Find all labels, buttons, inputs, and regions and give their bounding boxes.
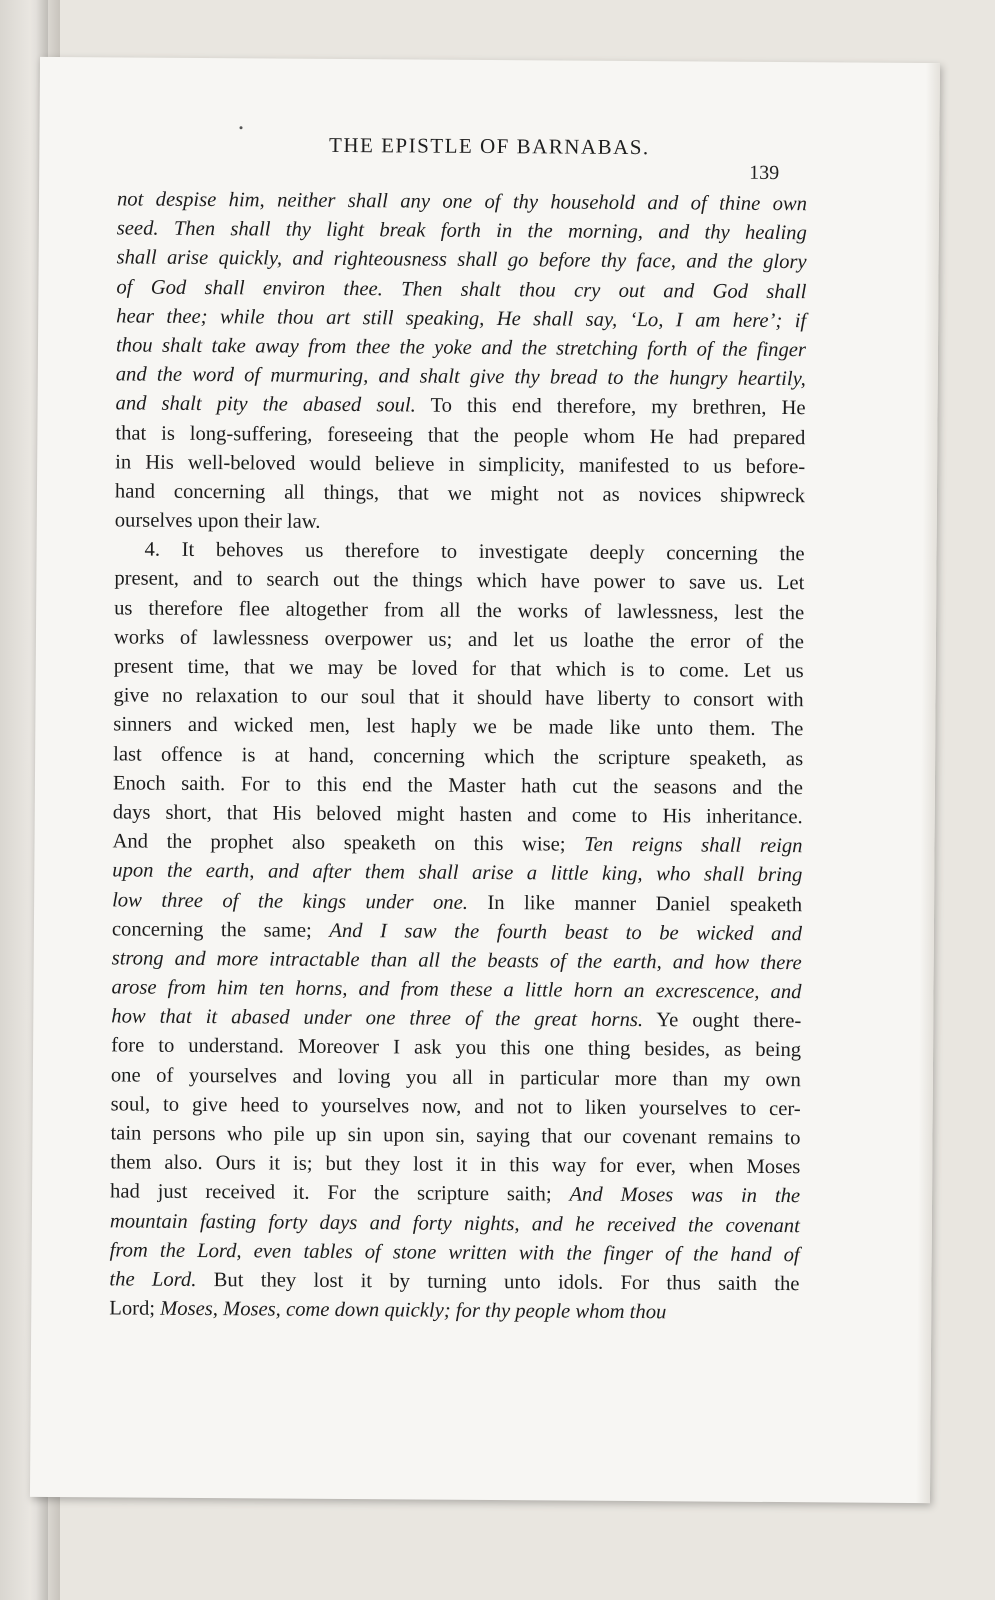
text-run: To this end therefore, my brethren, He xyxy=(415,394,806,420)
text-line xyxy=(116,331,806,365)
text-run: hand concerning all things, that we might not as novices shipwreck xyxy=(114,480,806,508)
text-line xyxy=(113,682,803,716)
text-line xyxy=(115,506,805,540)
text-line xyxy=(113,798,803,832)
page-number: 139 xyxy=(749,161,780,185)
text-line xyxy=(110,1149,800,1183)
text-line xyxy=(112,886,802,920)
text-line xyxy=(114,623,804,657)
text-run: works of lawlessness overpower us; and let us loathe the error of the xyxy=(113,626,805,654)
italic-quotation: upon the earth, and after them shall arise a little king, who shall bring xyxy=(112,859,803,887)
text-line xyxy=(116,361,806,395)
text-line xyxy=(110,1178,800,1212)
text-run: fore to understand. Moreover I ask you this one thing besides, as being xyxy=(111,1034,802,1062)
text-line xyxy=(114,594,804,628)
text-run: that is long-suffering, foreseeing that the people whom He had prepared xyxy=(115,421,806,449)
body-text xyxy=(109,185,807,1328)
text-line xyxy=(112,915,802,949)
italic-quotation: thou shalt take away from thee the yoke and the stretching forth of the finger xyxy=(115,334,807,362)
italic-quotation: how that it abased under one three of the great horns. xyxy=(111,1005,644,1032)
book-page xyxy=(30,57,940,1503)
text-line xyxy=(109,1265,799,1299)
text-run: them also. Ours it is; but they lost it in this way for ever, when Moses xyxy=(110,1151,801,1179)
text-run: Lord; xyxy=(109,1297,161,1320)
italic-quotation: arose from him ten horns, and from these a little horn an excrescence, and xyxy=(111,976,802,1004)
text-line xyxy=(114,536,804,570)
text-line xyxy=(115,390,805,424)
text-run: 4. It behoves us therefore to investigate deeply concerning the xyxy=(144,538,805,566)
italic-quotation: low three of the kings under one. xyxy=(112,888,469,914)
text-run: Enoch saith. For to this end the Master hath cut the seasons and the xyxy=(112,772,804,799)
italic-quotation: shall arise quickly, and righteousness shall go before thy face, and the glory xyxy=(116,246,807,274)
italic-quotation: Ten reigns shall reign xyxy=(584,833,803,858)
text-run: Ye ought there- xyxy=(643,1009,802,1033)
text-line xyxy=(111,1090,801,1124)
text-run: sinners and wicked men, lest haply we be made like unto them. The xyxy=(113,713,804,741)
text-line xyxy=(117,185,807,219)
text-line xyxy=(111,1061,801,1095)
text-run: concerning the same; xyxy=(111,918,330,942)
text-line xyxy=(110,1207,800,1241)
italic-quotation: And I saw the fourth beast to be wicked and xyxy=(329,919,802,945)
text-run: give no relaxation to our soul that it should have liberty to consort with xyxy=(113,684,804,712)
text-line xyxy=(111,973,801,1007)
text-run: But they lost it by turning unto idols. For thus saith the xyxy=(196,1268,800,1296)
text-line xyxy=(113,711,803,745)
text-line xyxy=(115,419,805,453)
italic-quotation: hear thee; while thou art still speaking, He shall say, ‘Lo, I am here’; if xyxy=(116,305,807,332)
text-line xyxy=(117,215,807,249)
italic-quotation: the Lord. xyxy=(109,1268,197,1291)
italic-quotation: seed. Then shall thy light break forth in the morning, and thy healing xyxy=(116,217,807,245)
text-run: present time, that we may be loved for that which is to come. Let us xyxy=(113,655,804,683)
text-line xyxy=(116,273,806,307)
text-run: present, and to search out the things which have power to save us. Let xyxy=(114,567,805,595)
italic-quotation: Moses, Moses, come down quickly; for thy people whom thou xyxy=(160,1297,667,1324)
text-line xyxy=(115,448,805,482)
italic-quotation: and shalt pity the abased soul. xyxy=(115,392,416,417)
running-head: THE EPISTLE OF BARNABAS. xyxy=(328,132,650,160)
text-run: last offence is at hand, concerning which the scripture speaketh, as xyxy=(113,742,804,770)
text-run: days short, that His beloved might hasten and come to His inheritance. xyxy=(112,801,803,829)
italic-quotation: mountain fasting forty days and forty nights, and he received the covenant xyxy=(109,1209,800,1237)
text-line xyxy=(113,769,803,803)
text-line xyxy=(110,1119,800,1153)
text-run: one of yourselves and loving you all in particular more than my own xyxy=(110,1064,801,1091)
italic-quotation: strong and more intractable than all the beasts of the earth, and how there xyxy=(111,947,802,975)
text-run: had just received it. For the scripture saith; xyxy=(110,1180,570,1206)
italic-quotation: and the word of murmuring, and shalt give thy bread to the hungry heartily, xyxy=(115,363,806,391)
text-line xyxy=(116,302,806,336)
text-line xyxy=(112,857,802,891)
text-run: And the prophet also speaketh on this wise; xyxy=(112,830,585,856)
speck-mark xyxy=(240,126,243,129)
text-run: soul, to give heed to yourselves now, and not to liken yourselves to cer- xyxy=(110,1093,801,1121)
text-run: In like manner Daniel speaketh xyxy=(467,891,803,916)
italic-quotation: And Moses was in the xyxy=(569,1183,801,1208)
text-run: tain persons who pile up sin upon sin, saying that our covenant remains to xyxy=(110,1122,801,1150)
italic-quotation: of God shall environ thee. Then shalt thou cry out and God shall xyxy=(116,275,807,303)
text-line xyxy=(115,477,805,511)
text-line xyxy=(112,944,802,978)
text-line xyxy=(113,740,803,774)
text-line xyxy=(111,1032,801,1066)
text-line xyxy=(111,1003,801,1037)
text-line xyxy=(112,828,802,862)
text-line xyxy=(109,1294,799,1328)
text-line xyxy=(114,565,804,599)
italic-quotation: from the Lord, even tables of stone written with the finger of the hand of xyxy=(109,1239,800,1266)
text-line xyxy=(117,244,807,278)
text-run: ourselves upon their law. xyxy=(114,509,321,533)
italic-quotation: not despise him, neither shall any one of thy household and of thine own xyxy=(116,188,808,216)
text-line xyxy=(110,1236,800,1270)
text-run: us therefore flee altogether from all the works of lawlessness, lest the xyxy=(114,597,805,624)
text-run: in His well-beloved would believe in simplicity, manifested to us before- xyxy=(115,451,806,478)
text-line xyxy=(114,652,804,686)
page-edge xyxy=(916,63,940,1503)
